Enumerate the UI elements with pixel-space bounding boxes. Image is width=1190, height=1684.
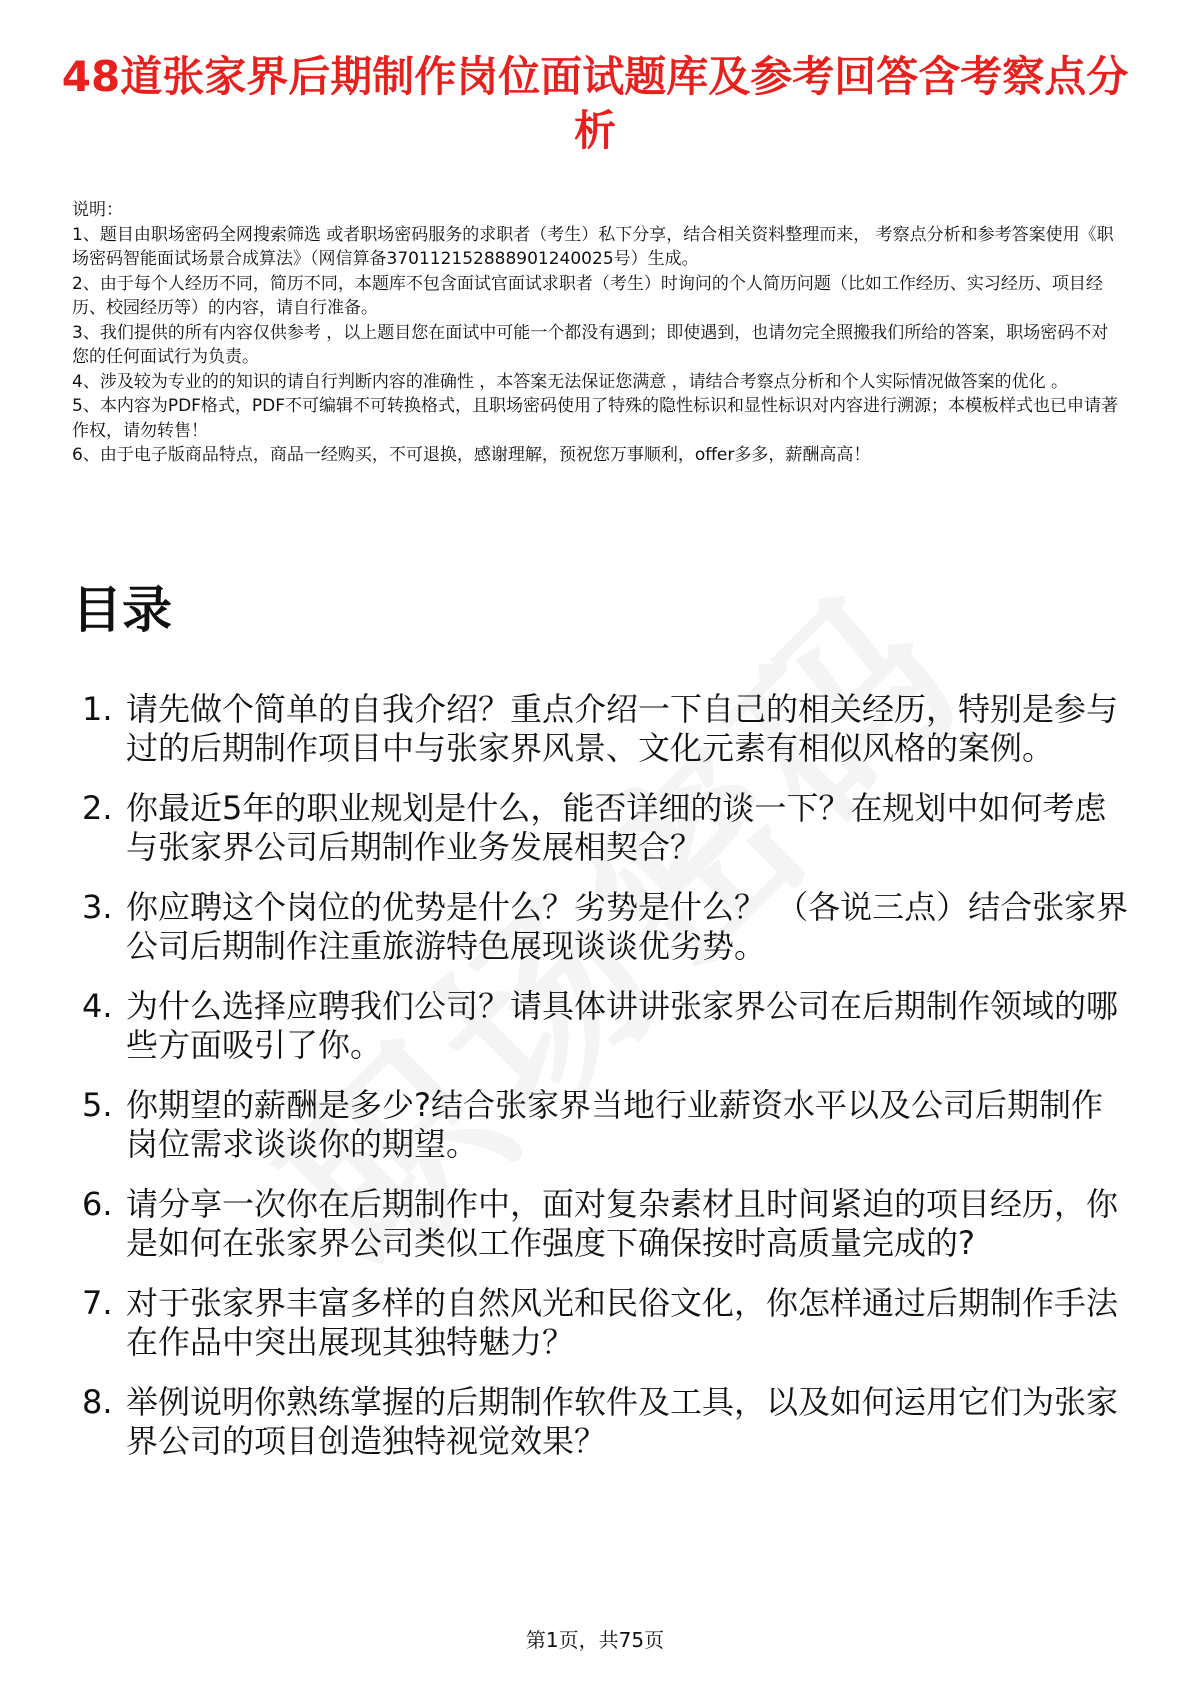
question-item-6 (72, 1185, 1132, 1263)
question-number: 3. (82, 888, 113, 926)
notes-item-1: 1、题目由职场密码全网搜索筛选 或者职场密码服务的求职者（考生）私下分享，结合相关资料整理而来， 考察点分析和参考答案使用《职场密码智能面试场景合成算法》（网信算备370112152888901240025号）生成。 (72, 224, 1114, 269)
question-number: 6. (82, 1185, 113, 1223)
question-text: 你最近5年的职业规划是什么，能否详细的谈一下？在规划中如何考虑与张家界公司后期制作业务发展相契合？ (126, 789, 1107, 866)
question-number: 2. (82, 789, 113, 827)
question-list (72, 690, 1132, 1482)
question-item-8 (72, 1383, 1132, 1461)
notes-item-5: 5、本内容为PDF格式，PDF不可编辑不可转换格式，且职场密码使用了特殊的隐性标识和显性标识对内容进行溯源；本模板样式也已申请著作权，请勿转售！ (72, 396, 1119, 441)
notes-item-6: 6、由于电子版商品特点，商品一经购买，不可退换，感谢理解，预祝您万事顺利，offer多多，薪酬高高！ (72, 445, 871, 465)
question-text: 举例说明你熟练掌握的后期制作软件及工具，以及如何运用它们为张家界公司的项目创造独特视觉效果？ (126, 1383, 1119, 1460)
notes-item-4: 4、涉及较为专业的的知识的请自行判断内容的准确性 ，本答案无法保证您满意 ，请结合考察点分析和个人实际情况做答案的优化 。 (72, 371, 1069, 392)
question-number: 4. (82, 987, 113, 1025)
question-item-3 (72, 888, 1132, 966)
question-number: 5. (82, 1086, 113, 1124)
notes-item-3: 3、我们提供的所有内容仅供参考 ，以上题目您在面试中可能一个都没有遇到；即使遇到，也请勿完全照搬我们所给的答案，职场密码不对您的任何面试行为负责。 (72, 322, 1109, 367)
question-number: 7. (82, 1284, 113, 1322)
page-footer: 第1页，共75页 (525, 1628, 665, 1652)
question-item-4 (72, 987, 1132, 1065)
question-item-5 (72, 1086, 1132, 1164)
toc-heading: 目录 (72, 581, 172, 639)
question-number: 1. (82, 690, 113, 728)
question-number: 8. (82, 1383, 113, 1421)
question-text: 请分享一次你在后期制作中，面对复杂素材且时间紧迫的项目经历，你是如何在张家界公司类似工作强度下确保按时高质量完成的? (126, 1185, 1119, 1262)
question-item-2 (72, 789, 1132, 867)
notes-item-2: 2、由于每个人经历不同，简历不同，本题库不包含面试官面试求职者（考生）时询问的个人简历问题（比如工作经历、实习经历、项目经历、校园经历等）的内容，请自行准备。 (72, 273, 1103, 318)
question-text: 对于张家界丰富多样的自然风光和民俗文化，你怎样通过后期制作手法在作品中突出展现其独特魅力？ (126, 1284, 1119, 1361)
document-title: 48道张家界后期制作岗位面试题库及参考回答含考察点分析 (61, 52, 1129, 155)
question-text: 请先做个简单的自我介绍？重点介绍一下自己的相关经历，特别是参与过的后期制作项目中与张家界风景、文化元素有相似风格的案例。 (126, 690, 1119, 767)
notes-section (72, 198, 1122, 468)
question-item-1 (72, 690, 1132, 768)
question-item-7 (72, 1284, 1132, 1362)
question-text: 你应聘这个岗位的优势是什么？劣势是什么？ （各说三点）结合张家界公司后期制作注重旅游特色展现谈谈优劣势。 (126, 888, 1129, 965)
question-text: 为什么选择应聘我们公司？请具体讲讲张家界公司在后期制作领域的哪些方面吸引了你。 (126, 987, 1119, 1064)
notes-heading: 说明： (72, 200, 123, 220)
question-text: 你期望的薪酬是多少?结合张家界当地行业薪资水平以及公司后期制作岗位需求谈谈你的期望。 (126, 1086, 1103, 1163)
